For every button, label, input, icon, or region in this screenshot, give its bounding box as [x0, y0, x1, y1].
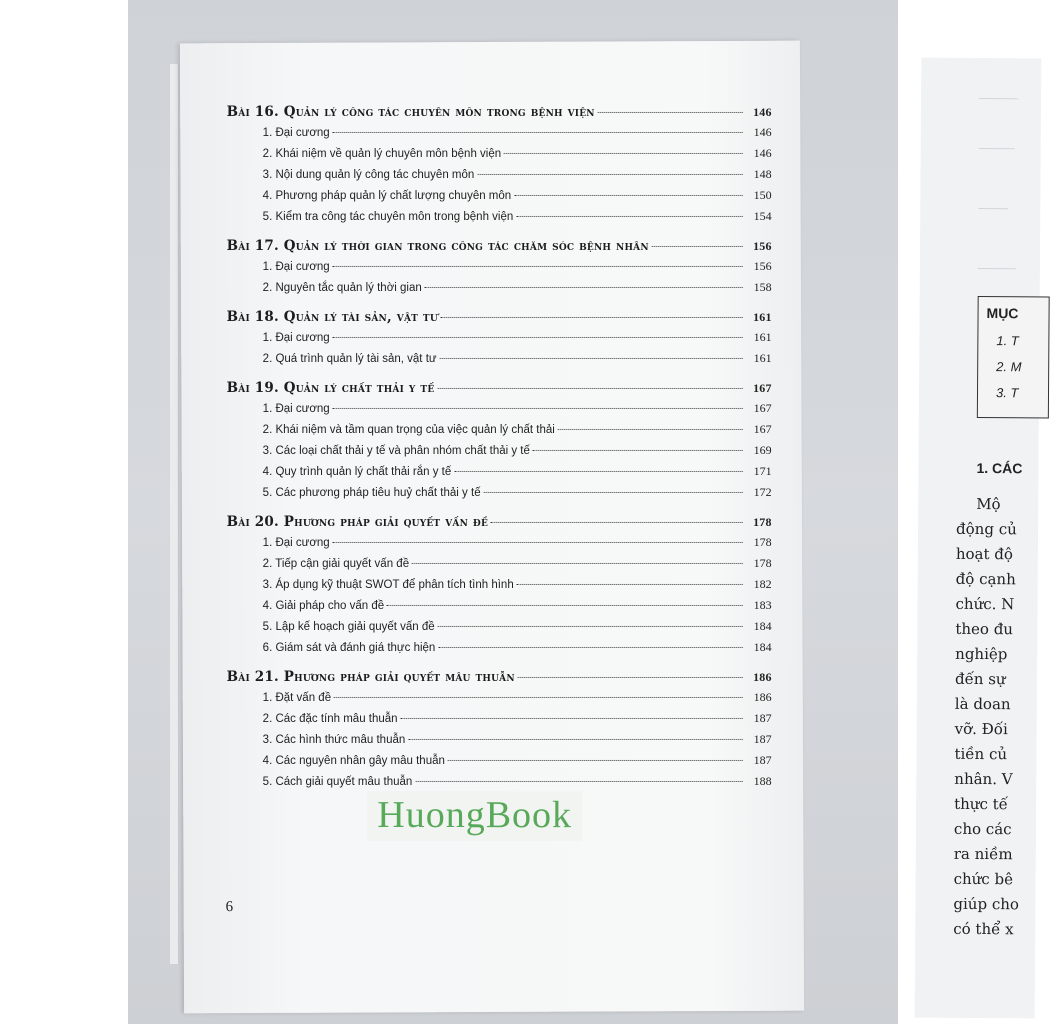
leader-dots [401, 718, 743, 719]
leader-dots [333, 266, 743, 267]
page-ref: 167 [753, 421, 772, 436]
page-ref: 146 [753, 124, 772, 139]
body-text-line: là doan [954, 694, 1011, 714]
page-ref: 161 [753, 350, 772, 365]
chapter-row [227, 514, 772, 535]
chapter-title: Bài 16. Quản lý công tác chuyên môn trong bệnh viện [226, 103, 595, 120]
chapter-row [227, 309, 772, 330]
item-title: 1. Đại cương [262, 126, 330, 139]
body-text-line: đến sự [954, 669, 1006, 689]
chapter-title: Bài 20. Phương pháp giải quyết vấn đề [226, 513, 489, 530]
chapter-title: Bài 19. Quản lý chất thải y tế [226, 379, 435, 396]
page-ref: 161 [753, 309, 772, 324]
page-ref: 167 [753, 380, 772, 395]
leader-dots [518, 677, 743, 678]
toc-item [227, 209, 772, 230]
toc-item [227, 732, 772, 753]
item-title: 2. Các đặc tính mâu thuẫn [262, 712, 398, 725]
page-ref: 146 [753, 145, 772, 160]
body-text-line: chức bê [953, 869, 1014, 889]
leader-dots [652, 246, 743, 247]
item-title: 4. Các nguyên nhân gây mâu thuẫn [262, 754, 445, 767]
page-ref: 161 [753, 329, 772, 344]
page-ref: 186 [753, 689, 772, 704]
toc-item [227, 259, 772, 280]
body-text-line: độ cạnh [955, 569, 1016, 589]
leader-dots [412, 563, 743, 564]
chapter-row [227, 104, 772, 125]
page-ref: 187 [753, 710, 772, 725]
item-title: 6. Giám sát và đánh giá thực hiện [262, 641, 436, 654]
item-title: 3. Các loại chất thải y tế và phân nhóm chất thải y tế [262, 444, 530, 457]
body-text-line: nghiệp [955, 644, 1008, 664]
toc-chapter [227, 309, 772, 372]
page-ref: 172 [753, 484, 772, 499]
item-title: 2. Nguyên tắc quản lý thời gian [262, 281, 422, 294]
page-ref: 156 [753, 238, 772, 253]
toc-item [227, 280, 772, 301]
leader-dots [558, 429, 743, 430]
item-title: 2. Quá trình quản lý tài sản, vật tư [262, 352, 437, 365]
leader-dots [408, 739, 742, 740]
chapter-title: Bài 18. Quản lý tài sản, vật tư [226, 308, 438, 325]
item-title: 1. Đại cương [262, 536, 330, 549]
objectives-box [977, 296, 1050, 418]
chapter-title: Bài 17. Quản lý thời gian trong công tác chăm sóc bệnh nhân [226, 237, 649, 254]
toc-chapter [227, 104, 772, 230]
leader-dots [438, 647, 742, 648]
item-title: 1. Đại cương [262, 331, 330, 344]
toc-item [227, 485, 772, 506]
page-ref: 171 [753, 463, 772, 478]
page-ref: 187 [753, 731, 772, 746]
page-number: 6 [225, 899, 234, 916]
item-title: 2. Tiếp cận giải quyết vấn đề [262, 557, 410, 570]
table-of-contents [227, 104, 772, 803]
leader-dots [477, 174, 742, 175]
item-title: 2. Khái niệm và tầm quan trọng của việc quản lý chất thải [262, 423, 555, 436]
objective-item: 2. M [996, 359, 1022, 375]
page-ref: 184 [753, 618, 772, 633]
leader-dots [425, 287, 743, 288]
toc-chapter [227, 380, 772, 506]
item-title: 5. Lập kế hoạch giải quyết vấn đề [262, 620, 435, 633]
page-ref: 187 [753, 752, 772, 767]
body-text-line: thực tế [954, 794, 1008, 814]
bleed-line [978, 268, 1016, 269]
toc-item [227, 330, 772, 351]
toc-item [227, 188, 772, 209]
page-ref: 178 [753, 534, 772, 549]
section-heading: 1. CÁC [976, 459, 1023, 477]
toc-item [227, 753, 772, 774]
page-ref: 186 [753, 669, 772, 684]
page-ref: 178 [753, 514, 772, 529]
item-title: 1. Đại cương [262, 260, 330, 273]
chapter-row [227, 669, 772, 690]
page-ref: 158 [753, 279, 772, 294]
bleed-line [979, 148, 1015, 149]
body-text-line: tiền củ [954, 744, 1008, 764]
item-title: 1. Đại cương [262, 402, 330, 415]
chapter-title: Bài 21. Phương pháp giải quyết mâu thuẫn [226, 668, 515, 685]
page-ref: 184 [753, 639, 772, 654]
leader-dots [454, 471, 742, 472]
page-ref: 182 [753, 576, 772, 591]
toc-item [227, 351, 772, 372]
item-title: 4. Quy trình quản lý chất thải rắn y tế [262, 465, 452, 478]
toc-item [227, 535, 772, 556]
body-text-line: ra niềm [953, 844, 1013, 864]
leader-dots [333, 408, 743, 409]
toc-item [227, 598, 772, 619]
leader-dots [533, 450, 743, 451]
leader-dots [448, 760, 743, 761]
item-title: 4. Phương pháp quản lý chất lượng chuyên môn [262, 189, 512, 202]
objectives-box-title: MỤC [986, 305, 1019, 322]
chapter-row [227, 380, 772, 401]
toc-chapter [227, 669, 772, 795]
toc-chapter [227, 514, 772, 661]
objective-item: 1. T [996, 333, 1019, 349]
body-text-line: giúp cho [953, 894, 1020, 914]
leader-dots [598, 112, 743, 113]
body-text-line: vỡ. Đối [954, 719, 1008, 739]
leader-dots [504, 153, 743, 154]
toc-item [227, 146, 772, 167]
body-text-line: theo đu [955, 619, 1014, 639]
body-text-line: cho các [953, 819, 1012, 839]
toc-page [180, 41, 804, 1014]
leader-dots [387, 605, 743, 606]
page-ref: 167 [753, 400, 772, 415]
item-title: 5. Kiểm tra công tác chuyên môn trong bệnh viện [262, 210, 514, 223]
leader-dots [517, 584, 743, 585]
page-edge [170, 64, 179, 964]
page-ref: 178 [753, 555, 772, 570]
leader-dots [484, 492, 743, 493]
page-ref: 183 [753, 597, 772, 612]
item-title: 5. Các phương pháp tiêu huỷ chất thải y tế [262, 486, 481, 499]
leader-dots [415, 781, 742, 782]
leader-dots [333, 542, 743, 543]
item-title: 1. Đặt vấn đề [262, 691, 332, 704]
watermark-stamp [367, 791, 582, 841]
page-ref: 169 [753, 442, 772, 457]
item-title: 3. Nội dung quản lý công tác chuyên môn [262, 168, 475, 181]
item-title: 5. Cách giải quyết mâu thuẫn [262, 775, 413, 788]
toc-item [227, 640, 772, 661]
bleed-line [979, 98, 1019, 99]
right-page [915, 58, 1042, 1019]
toc-chapter [227, 238, 772, 301]
page-ref: 156 [753, 258, 772, 273]
leader-dots [437, 388, 742, 389]
toc-item [227, 401, 772, 422]
leader-dots [334, 697, 743, 698]
body-text-line: có thể x [953, 919, 1014, 939]
item-title: 4. Giải pháp cho vấn đề [262, 599, 385, 612]
body-text-line: động củ [956, 519, 1017, 539]
toc-item [227, 125, 772, 146]
toc-item [227, 619, 772, 640]
toc-item [227, 690, 772, 711]
page-ref: 188 [753, 773, 772, 788]
page-ref: 150 [753, 187, 772, 202]
toc-item [227, 464, 772, 485]
toc-item [227, 711, 772, 732]
leader-dots [438, 626, 743, 627]
item-title: 3. Áp dụng kỹ thuật SWOT để phân tích tình hình [262, 578, 514, 591]
body-text-line: Mộ [976, 494, 1001, 514]
chapter-row [227, 238, 772, 259]
item-title: 3. Các hình thức mâu thuẫn [262, 733, 406, 746]
body-text-line: chức. N [955, 594, 1015, 614]
toc-item [227, 167, 772, 188]
leader-dots [333, 337, 743, 338]
page-ref: 146 [753, 104, 772, 119]
body-text-line: hoạt độ [955, 544, 1014, 564]
leader-dots [440, 358, 743, 359]
body-text-line: nhân. V [954, 769, 1013, 789]
bleed-line [978, 208, 1008, 209]
toc-item [227, 556, 772, 577]
item-title: 2. Khái niệm về quản lý chuyên môn bệnh viện [262, 147, 502, 160]
toc-item [227, 443, 772, 464]
stamp-text: HuongBook [377, 793, 573, 837]
leader-dots [441, 317, 743, 318]
leader-dots [514, 195, 743, 196]
page-ref: 148 [753, 166, 772, 181]
toc-item [227, 422, 772, 443]
page-ref: 154 [753, 208, 772, 223]
leader-dots [516, 216, 742, 217]
leader-dots [491, 522, 743, 523]
toc-item [227, 577, 772, 598]
leader-dots [333, 132, 743, 133]
objective-item: 3. T [995, 385, 1019, 401]
